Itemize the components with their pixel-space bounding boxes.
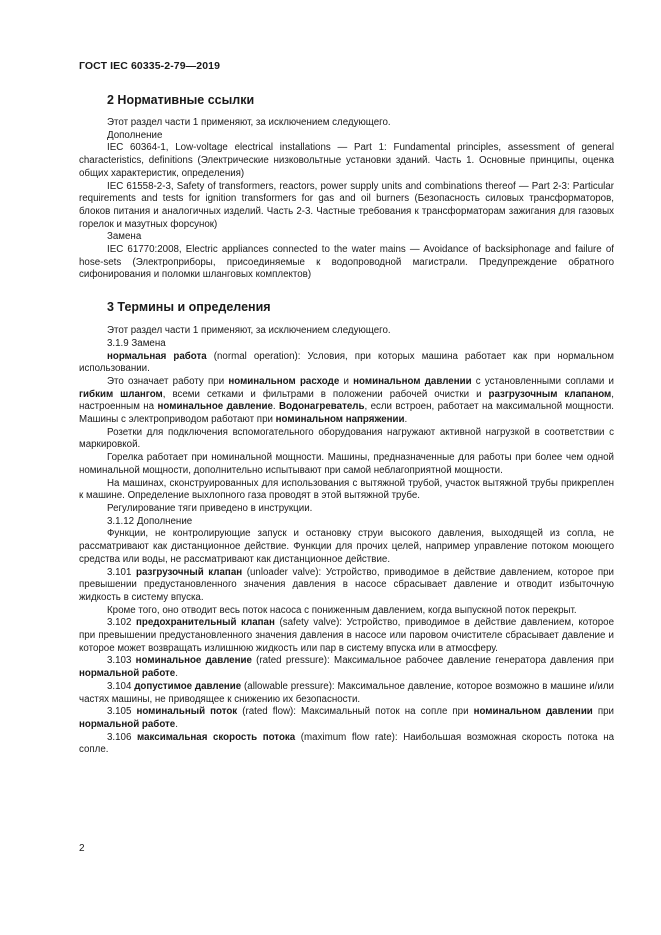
term-bold: разгрузочным клапаном (488, 388, 612, 400)
text-run: 3.101 (107, 566, 136, 578)
text-run: 3.1.12 Дополнение (107, 515, 193, 527)
term-bold: максимальная скорость потока (137, 731, 296, 743)
text-run: IEC 61770:2008, Electric appliances connected to the water mains — Avoidance of backsiphonage and failure of hose-sets (Электроприборы, присоединяемые к водопроводной магистрали. Предупреждение обратного сифонирования и поломки шланговых комплектов) (79, 244, 614, 281)
paragraph (79, 567, 614, 605)
text-run: (normal operation): Условия, при которых машина работает как при нормальном использовании. (79, 350, 614, 375)
text-run: , настроенным на (79, 388, 614, 413)
text-run: (safety valve): Устройство, приводимое в действие давлением, которое при превышении предустановленного значения давления в насосе или паровом очистителе сбрасывает давление и которое может возвращать излишнюю жидкость или пар в систему впуска или в атмосферу. (79, 617, 614, 654)
paragraph (79, 681, 614, 706)
text-run: (rated pressure): Максимальное рабочее давление генератора давления при (251, 655, 614, 667)
section-2-body (79, 117, 614, 282)
text-run: 3.104 (107, 680, 135, 692)
paragraph (79, 181, 614, 232)
paragraph (79, 376, 614, 427)
text-run: Горелка работает при номинальной мощности. Машины, предназначенные для работы при более чем одной номинальной мощности, дополнительно испытывают при самой неблагоприятной мощности. (79, 452, 614, 476)
paragraph (79, 427, 614, 452)
term-bold: нормальной работе (79, 718, 176, 730)
text-run: (maximum flow rate): Наибольшая возможная скорость потока на сопле. (79, 731, 615, 756)
text-run: . (272, 401, 280, 413)
paragraph (79, 231, 614, 244)
text-run: Это означает работу при (107, 375, 229, 387)
text-run: с установленными соплами и (471, 375, 614, 387)
paragraph (79, 117, 614, 130)
text-run: 3.105 (107, 706, 137, 718)
text-run: Регулирование тяги приведено в инструкции. (107, 502, 313, 514)
term-bold: номинальное давление (135, 655, 252, 667)
text-run: и (339, 375, 354, 387)
text-run: (allowable pressure): Максимальное давление, которое возможно в машине и/или частях машины, не приводящее к снижению их безопасности. (79, 680, 614, 705)
paragraph (79, 452, 614, 477)
text-run: 3.102 (107, 617, 136, 629)
paragraph (79, 338, 614, 351)
text-run: . (175, 718, 178, 730)
text-run: Этот раздел части 1 применяют, за исключением следующего. (107, 117, 391, 128)
text-run: Розетки для подключения вспомогательного оборудования нагружают активной нагрузкой в соответствии с маркировкой. (79, 426, 614, 451)
term-bold: нормальной работе (79, 668, 176, 680)
term-bold: номинальном давлении (473, 706, 593, 718)
term-bold: предохранительный клапан (136, 617, 275, 629)
text-run: . (175, 668, 178, 680)
text-run: (rated flow): Максимальный поток на сопле при (237, 706, 474, 718)
paragraph (79, 732, 614, 757)
text-run: На машинах, сконструированных для использования с вытяжной трубой, участок вытяжной трубы прикреплен к машине. Определение выхлопного газа проводят в этой вытяжной трубе. (79, 477, 614, 502)
text-run: Кроме того, оно отводит весь поток насоса с пониженным давлением, когда выпускной поток перекрыт. (107, 604, 577, 616)
paragraph (79, 655, 614, 680)
text-run: Замена (107, 231, 142, 243)
paragraph (79, 142, 614, 180)
term-bold: номинальное давление (157, 401, 273, 413)
text-run: Дополнение (107, 129, 163, 141)
term-bold: допустимое давление (134, 680, 242, 692)
section-3-title: 3 Термины и определения (107, 300, 271, 315)
text-run: IEC 60364-1, Low-voltage electrical installations — Part 1: Fundamental principles, assessment of general characteristics, definitions (Электрические низковольтные установки зданий. Часть 1. Основные принципы, оценка общих характеристик, определения) (79, 142, 614, 179)
text-run: . (404, 414, 408, 426)
text-run: , всеми сетками и фильтрами в положении рабочей очистки и (162, 388, 489, 400)
term-bold: гибким шлангом (79, 388, 163, 400)
section-3-body (79, 325, 614, 757)
text-run: IEC 61558-2-3, Safety of transformers, reactors, power supply units and combinations thereof — Part 2-3: Particular requirements and tests for ignition transformers for gas and oil burners (Безопасность силовых трансформаторов, блоков питания и аналогичных изделий. Часть 2-3. Частные требования к трансформаторам зажигания для газовых горелок и мазутных форсунок) (79, 180, 614, 230)
paragraph (79, 706, 614, 731)
paragraph (79, 605, 614, 618)
term-bold: Водонагреватель (279, 401, 365, 413)
paragraph (79, 503, 614, 516)
paragraph (79, 130, 614, 143)
paragraph (79, 244, 614, 282)
text-run: (unloader valve): Устройство, приводимое в действие давлением, которое при превышении предустановленного значения давления в насосе сбрасывает давление и отводит избыточную жидкость в систему впуска. (79, 566, 614, 603)
text-run: при (592, 706, 614, 718)
term-bold: номинальный поток (136, 706, 238, 718)
term-bold: номинальном расходе (228, 375, 340, 387)
paragraph (79, 351, 614, 376)
text-run: 3.103 (107, 655, 136, 667)
text-run: Функции, не контролирующие запуск и остановку струи высокого давления, выходящей из сопла, не рассматривают как дистанционное действие. Функции для прочих целей, например управление потоком моющего средства или воды, не рассматривают как дистанционное действие. (79, 528, 614, 565)
paragraph (79, 617, 614, 655)
text-run: , если встроен, работает на максимальной мощности. Машины с электроприводом работают при (79, 401, 615, 426)
paragraph (79, 528, 614, 566)
text-run: 3.1.9 Замена (107, 337, 166, 349)
term-bold: номинальном напряжении (275, 414, 405, 426)
paragraph (79, 516, 614, 529)
term-bold: номинальном давлении (353, 375, 472, 387)
text-run: 3.106 (107, 731, 138, 743)
term-bold: нормальная работа (107, 350, 207, 362)
section-2-title: 2 Нормативные ссылки (107, 93, 255, 107)
paragraph (79, 478, 614, 503)
text-run: Этот раздел части 1 применяют, за исключением следующего. (107, 325, 391, 337)
document-header: ГОСТ IEC 60335-2-79—2019 (79, 60, 221, 72)
paragraph (79, 325, 614, 338)
document-body (79, 92, 614, 757)
page-number: 2 (79, 843, 85, 854)
term-bold: разгрузочный клапан (136, 566, 243, 578)
